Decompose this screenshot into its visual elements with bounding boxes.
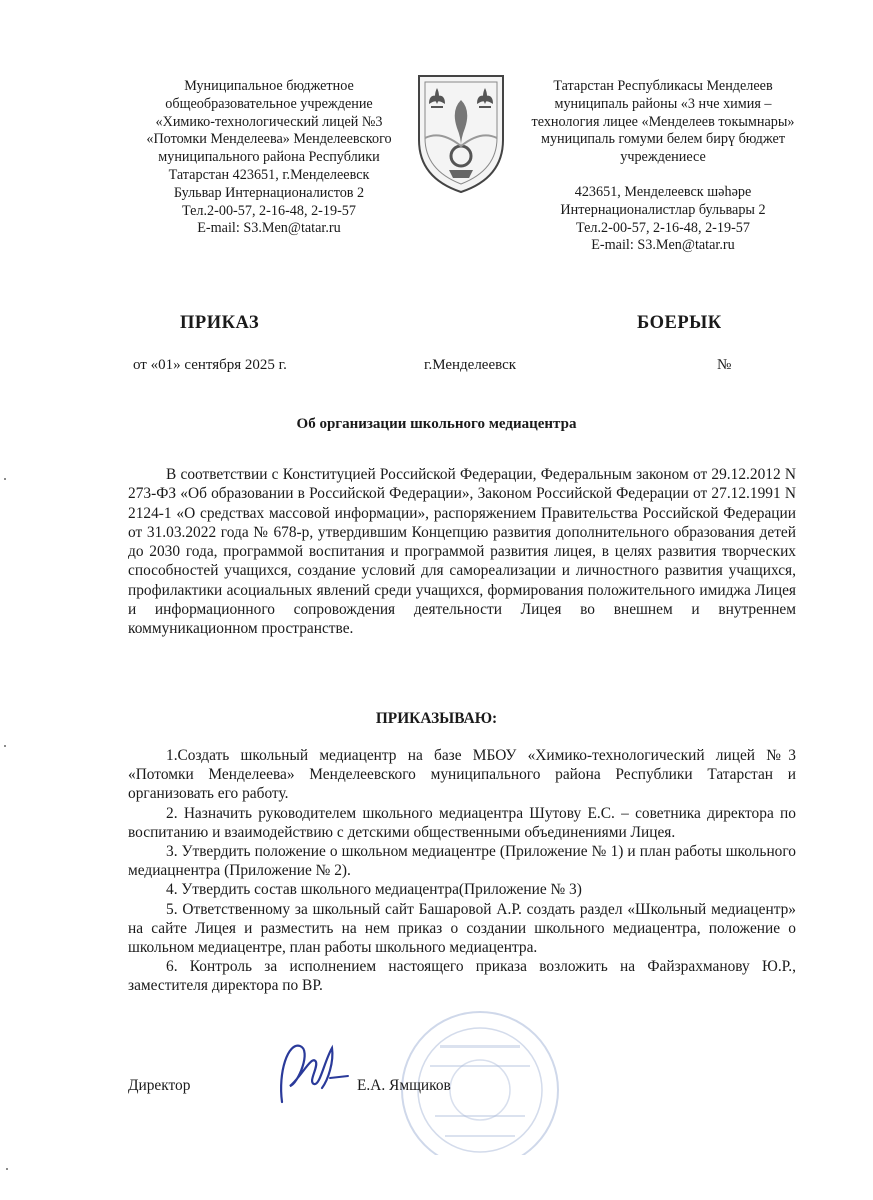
letterhead-right-line: 423651, Менделеевск шәһәре (574, 183, 752, 200)
order-number-label: № (717, 357, 732, 373)
handwritten-signature-icon (268, 1032, 358, 1112)
letterhead-right (498, 78, 828, 255)
signatory-name: Е.А. Ямщиков (357, 1077, 451, 1094)
resolution-heading: ПРИКАЗЫВАЮ: (375, 710, 498, 727)
order-item: 2. Назначить руководителем школьного медиацентра Шутову Е.С. – советника директора по воспитанию и взаимодействию с детскими общественными объединениями Лицея. (128, 804, 796, 841)
order-date: от «01» сентября 2025 г. (133, 357, 287, 373)
scan-speck (4, 745, 6, 747)
order-title-ru: ПРИКАЗ (180, 313, 260, 333)
preamble-text: В соответствии с Конституцией Российской Федерации, Федеральным законом от 29.12.2012 N 273-ФЗ «Об образовании в Российской Федерации», Законом Российской Федерации от 27.12.1991 N 2124-1 «О средствах массовой информации», распоряжением Правительства Российской Федерации от 31.03.2022 года № 678-р, утвердившим Концепцию развития дополнительного образования детей до 2030 года, программой воспитания и программой развития лицея, в целях развития творческих способностей учащихся, создание условий для самореализации и личностного развития учащихся, профилактики асоциальных явлений среди учащихся, формирования положительного имиджа Лицея и информационного сопровождения деятельности Лицея во внешнем и внутреннем коммуникационном пространстве. (128, 466, 796, 638)
scan-speck (6, 1168, 8, 1170)
letterhead-left-line: «Потомки Менделеева» Менделеевского (146, 131, 392, 148)
coat-of-arms-icon (411, 70, 511, 196)
letterhead-right-line: муниципаль районы «3 нче химия – (554, 95, 772, 112)
order-subject: Об организации школьного медиацентра (296, 416, 577, 432)
letterhead-left-line: муниципального района Республики (158, 149, 380, 166)
order-item: 6. Контроль за исполнением настоящего приказа возложить на Файзрахманову Ю.Р., заместителя директора по ВР. (128, 958, 796, 995)
order-item: 4. Утвердить состав школьного медиацентра(Приложение № 3) (166, 881, 582, 899)
order-item: 1.Создать школьный медиацентр на базе МБОУ «Химико-технологический лицей №3 «Потомки Менделеева» Менделеевского муниципального района Республики Татарстан и организовать его работу. (128, 747, 796, 803)
letterhead-left-email: E-mail: S3.Men@tatar.ru (197, 220, 341, 237)
order-items (128, 746, 796, 996)
scan-speck (4, 478, 6, 480)
letterhead-left (110, 78, 428, 238)
signatory-position: Директор (128, 1077, 191, 1094)
letterhead-right-line: учреждениесе (620, 149, 706, 166)
letterhead-left-line: Татарстан 423651, г.Менделеевск (168, 166, 370, 183)
order-item: 3. Утвердить положение о школьном медиацентре (Приложение № 1) и план работы школьного медиацнентра (Приложение № 2). (128, 843, 796, 880)
order-city: г.Менделеевск (424, 357, 517, 373)
order-item: 5. Ответственному за школьный сайт Башаровой А.Р. создать раздел «Школьный медиацентр» на сайте Лицея и разместить на нем приказ о создании школьного медиацентра, положение о школьном медиацентре, план работы школьного медиацентра. (128, 900, 796, 957)
letterhead-right-line: технология лицее «Менделеев токымнары» (531, 113, 795, 130)
letterhead-left-line: Бульвар Интернационалистов 2 (173, 184, 365, 201)
letterhead-left-line: Муниципальное бюджетное (184, 78, 354, 94)
spacer (498, 167, 828, 184)
letterhead-right-line: Татарстан Республикасы Менделеев (553, 78, 773, 94)
letterhead-left-line: «Химико-технологический лицей №3 (155, 113, 383, 130)
letterhead-right-line: Тел.2-00-57, 2-16-48, 2-19-57 (576, 219, 750, 236)
order-title-tt: БОЕРЫК (637, 313, 722, 333)
letterhead-left-line: общеобразовательное учреждение (165, 95, 373, 112)
preamble (128, 465, 796, 639)
letterhead-right-line: Интернационалистлар бульвары 2 (560, 201, 766, 218)
letterhead-right-email: E-mail: S3.Men@tatar.ru (591, 237, 735, 254)
letterhead-right-line: муниципаль гомуми белем бирү бюджет (540, 131, 786, 148)
round-seal-stamp-icon (340, 985, 580, 1155)
letterhead-left-line: Тел.2-00-57, 2-16-48, 2-19-57 (182, 202, 356, 219)
